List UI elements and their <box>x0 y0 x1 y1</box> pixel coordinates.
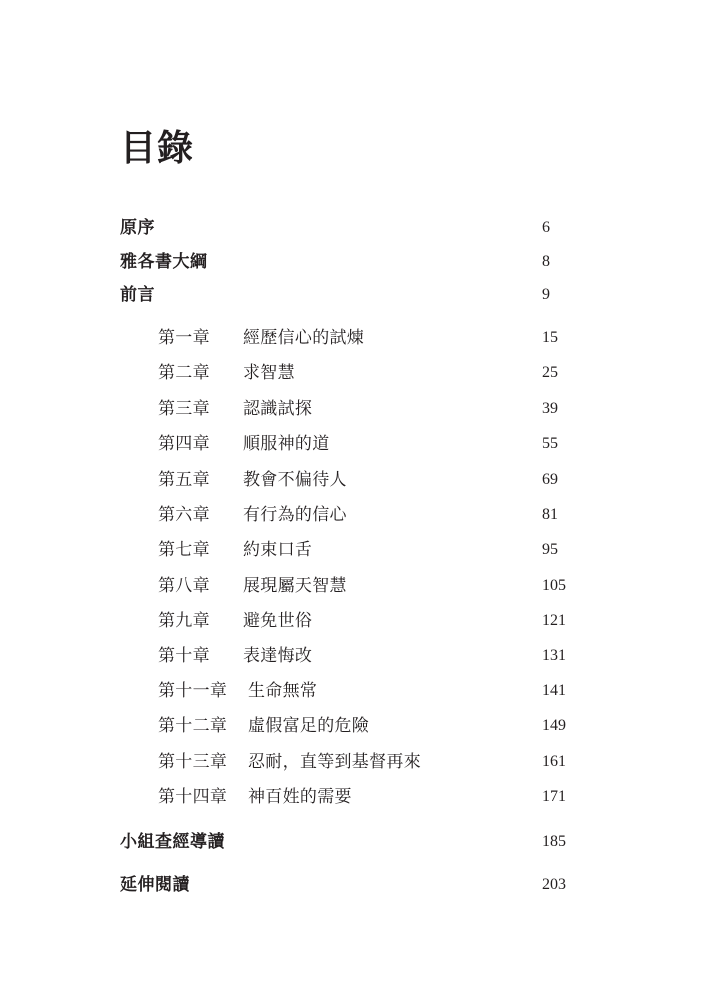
chapter-number: 第四章 <box>158 434 210 454</box>
toc-entry-study-guide[interactable] <box>0 827 714 857</box>
chapter-title: 求智慧 <box>243 363 295 383</box>
toc-chapter-12[interactable] <box>0 711 714 741</box>
chapter-title: 經歷信心的試煉 <box>243 328 365 348</box>
chapter-title: 神百姓的需要 <box>248 787 352 807</box>
toc-entry-label: 前言 <box>120 285 155 305</box>
chapter-number: 第五章 <box>158 470 210 490</box>
toc-entry-page: 185 <box>542 833 566 850</box>
chapter-page: 121 <box>542 612 566 629</box>
chapter-page: 81 <box>542 506 558 523</box>
chapter-number: 第八章 <box>158 576 210 596</box>
toc-chapter-14[interactable] <box>0 782 714 812</box>
chapter-number: 第十二章 <box>158 716 228 736</box>
chapter-page: 69 <box>542 471 558 488</box>
toc-entry-page: 9 <box>542 286 550 303</box>
toc-entry-page: 6 <box>542 219 550 236</box>
chapter-number: 第二章 <box>158 363 210 383</box>
chapter-page: 15 <box>542 329 558 346</box>
chapter-number: 第十三章 <box>158 752 228 772</box>
chapter-title: 生命無常 <box>248 681 318 701</box>
chapter-page: 141 <box>542 682 566 699</box>
chapter-page: 131 <box>542 647 566 664</box>
chapter-number: 第一章 <box>158 328 210 348</box>
toc-chapter-7[interactable] <box>0 535 714 565</box>
chapter-title: 順服神的道 <box>243 434 330 454</box>
toc-entry-label: 延伸閱讀 <box>120 875 190 895</box>
toc-entry-outline[interactable] <box>0 247 714 277</box>
toc-entry-foreword[interactable] <box>0 280 714 310</box>
chapter-number: 第九章 <box>158 611 210 631</box>
chapter-number: 第十章 <box>158 646 210 666</box>
toc-chapter-3[interactable] <box>0 394 714 424</box>
chapter-page: 39 <box>542 400 558 417</box>
toc-entry-further-reading[interactable] <box>0 870 714 900</box>
chapter-title: 表達悔改 <box>243 646 313 666</box>
chapter-page: 161 <box>542 753 566 770</box>
chapter-title: 約束口舌 <box>243 540 313 560</box>
chapter-title: 忍耐，直等到基督再來 <box>248 752 421 772</box>
chapter-page: 171 <box>542 788 566 805</box>
chapter-title: 有行為的信心 <box>243 505 347 525</box>
chapter-page: 149 <box>542 717 566 734</box>
toc-entry-label: 雅各書大綱 <box>120 252 208 272</box>
toc-entry-preface[interactable] <box>0 213 714 243</box>
chapter-page: 95 <box>542 541 558 558</box>
toc-chapter-5[interactable] <box>0 465 714 495</box>
chapter-number: 第十一章 <box>158 681 228 701</box>
chapter-title: 展現屬天智慧 <box>243 576 347 596</box>
chapter-title: 虛假富足的危險 <box>248 716 370 736</box>
toc-chapter-10[interactable] <box>0 641 714 671</box>
toc-entry-page: 8 <box>542 253 550 270</box>
toc-chapter-1[interactable] <box>0 323 714 353</box>
toc-entry-label: 原序 <box>120 218 155 238</box>
chapter-number: 第三章 <box>158 399 210 419</box>
toc-chapter-9[interactable] <box>0 606 714 636</box>
toc-chapter-8[interactable] <box>0 571 714 601</box>
toc-chapter-2[interactable] <box>0 358 714 388</box>
toc-chapter-6[interactable] <box>0 500 714 530</box>
toc-entry-page: 203 <box>542 876 566 893</box>
chapter-title: 認識試探 <box>243 399 313 419</box>
chapter-number: 第十四章 <box>158 787 228 807</box>
toc-chapter-11[interactable] <box>0 676 714 706</box>
toc-chapter-4[interactable] <box>0 429 714 459</box>
toc-chapter-13[interactable] <box>0 747 714 777</box>
chapter-number: 第七章 <box>158 540 210 560</box>
chapter-title: 教會不偏待人 <box>243 470 347 490</box>
toc-entry-label: 小組查經導讀 <box>120 832 225 852</box>
chapter-title: 避免世俗 <box>243 611 313 631</box>
chapter-page: 55 <box>542 435 558 452</box>
page-title: 目錄 <box>120 127 195 169</box>
chapter-page: 25 <box>542 364 558 381</box>
chapter-number: 第六章 <box>158 505 210 525</box>
chapter-page: 105 <box>542 577 566 594</box>
